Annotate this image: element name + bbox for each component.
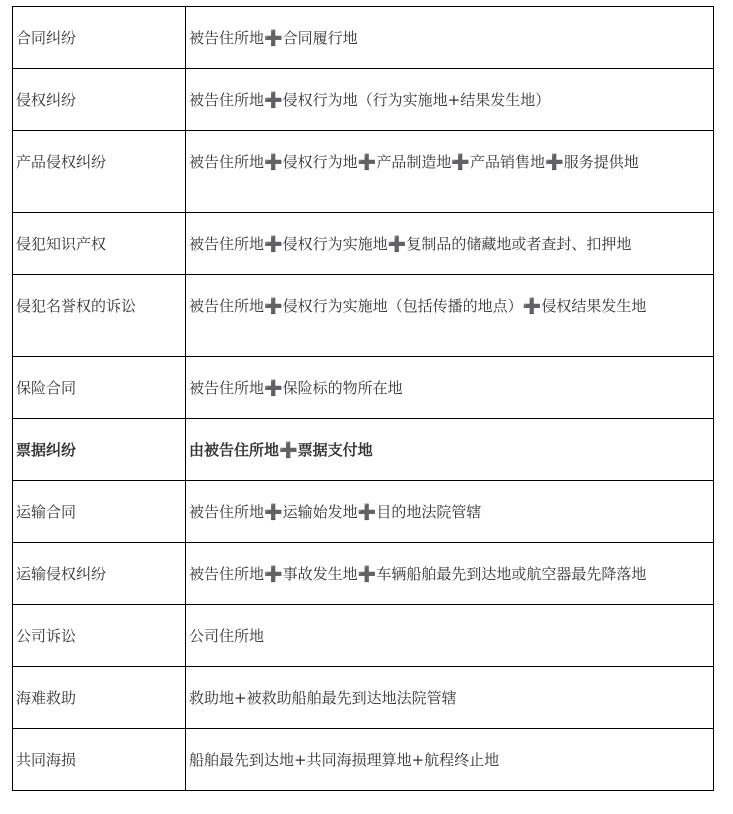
- case-type-text: 侵犯名誉权的诉讼: [16, 297, 137, 315]
- jurisdiction-place-cell: [186, 419, 714, 481]
- table-row: [13, 7, 714, 69]
- case-type-text: 海难救助: [16, 689, 77, 707]
- jurisdiction-place-text: 被告住所地➕侵权行为地➕产品制造地➕产品销售地➕服务提供地: [189, 153, 639, 171]
- case-type-text: 运输合同: [16, 503, 77, 521]
- table-row: [13, 481, 714, 543]
- jurisdiction-place-text: 被告住所地➕保险标的物所在地: [189, 379, 403, 397]
- case-type-text: 共同海损: [16, 751, 77, 769]
- case-type-text: 保险合同: [16, 379, 77, 397]
- case-type-cell: [13, 213, 186, 275]
- case-type-cell: [13, 419, 186, 481]
- case-type-cell: [13, 667, 186, 729]
- jurisdiction-place-cell: [186, 667, 714, 729]
- jurisdiction-place-text: 被告住所地➕事故发生地➕车辆船舶最先到达地或航空器最先降落地: [189, 565, 647, 583]
- jurisdiction-place-text: 由被告住所地➕票据支付地: [189, 441, 373, 459]
- jurisdiction-place-cell: [186, 213, 714, 275]
- case-type-cell: [13, 543, 186, 605]
- case-type-text: 侵犯知识产权: [16, 235, 107, 253]
- case-type-cell: [13, 275, 186, 357]
- case-type-text: 侵权纠纷: [16, 91, 77, 109]
- jurisdiction-place-cell: [186, 275, 714, 357]
- table-row: [13, 131, 714, 213]
- table-row: [13, 275, 714, 357]
- case-type-text: 运输侵权纠纷: [16, 565, 107, 583]
- jurisdiction-place-text: 公司住所地: [189, 627, 265, 645]
- case-type-text: 产品侵权纠纷: [16, 153, 107, 171]
- jurisdiction-place-cell: [186, 357, 714, 419]
- table-row: [13, 605, 714, 667]
- jurisdiction-place-cell: [186, 131, 714, 213]
- case-type-cell: [13, 7, 186, 69]
- case-type-text: 票据纠纷: [16, 441, 77, 459]
- jurisdiction-place-cell: [186, 605, 714, 667]
- jurisdiction-place-text: 救助地+被救助船舶最先到达地法院管辖: [189, 689, 457, 707]
- jurisdiction-place-text: 被告住所地➕侵权行为实施地（包括传播的地点）➕侵权结果发生地: [189, 297, 647, 315]
- table-row: [13, 357, 714, 419]
- table-row: [13, 419, 714, 481]
- case-type-cell: [13, 729, 186, 791]
- case-type-cell: [13, 131, 186, 213]
- case-type-text: 合同纠纷: [16, 29, 77, 47]
- jurisdiction-place-cell: [186, 543, 714, 605]
- case-type-cell: [13, 69, 186, 131]
- jurisdiction-place-cell: [186, 69, 714, 131]
- table-row: [13, 729, 714, 791]
- jurisdiction-place-text: 被告住所地➕运输始发地➕目的地法院管辖: [189, 503, 482, 521]
- jurisdiction-table: [12, 6, 714, 791]
- jurisdiction-place-cell: [186, 7, 714, 69]
- jurisdiction-place-text: 被告住所地➕侵权行为地（行为实施地+结果发生地）: [189, 91, 551, 109]
- table-row: [13, 69, 714, 131]
- case-type-cell: [13, 605, 186, 667]
- table-row: [13, 213, 714, 275]
- case-type-cell: [13, 481, 186, 543]
- jurisdiction-place-cell: [186, 481, 714, 543]
- jurisdiction-place-cell: [186, 729, 714, 791]
- jurisdiction-place-text: 船舶最先到达地+共同海损理算地+航程终止地: [189, 751, 500, 769]
- case-type-text: 公司诉讼: [16, 627, 77, 645]
- jurisdiction-place-text: 被告住所地➕侵权行为实施地➕复制品的储藏地或者查封、扣押地: [189, 235, 632, 253]
- jurisdiction-place-text: 被告住所地➕合同履行地: [189, 29, 358, 47]
- table-row: [13, 543, 714, 605]
- table-row: [13, 667, 714, 729]
- case-type-cell: [13, 357, 186, 419]
